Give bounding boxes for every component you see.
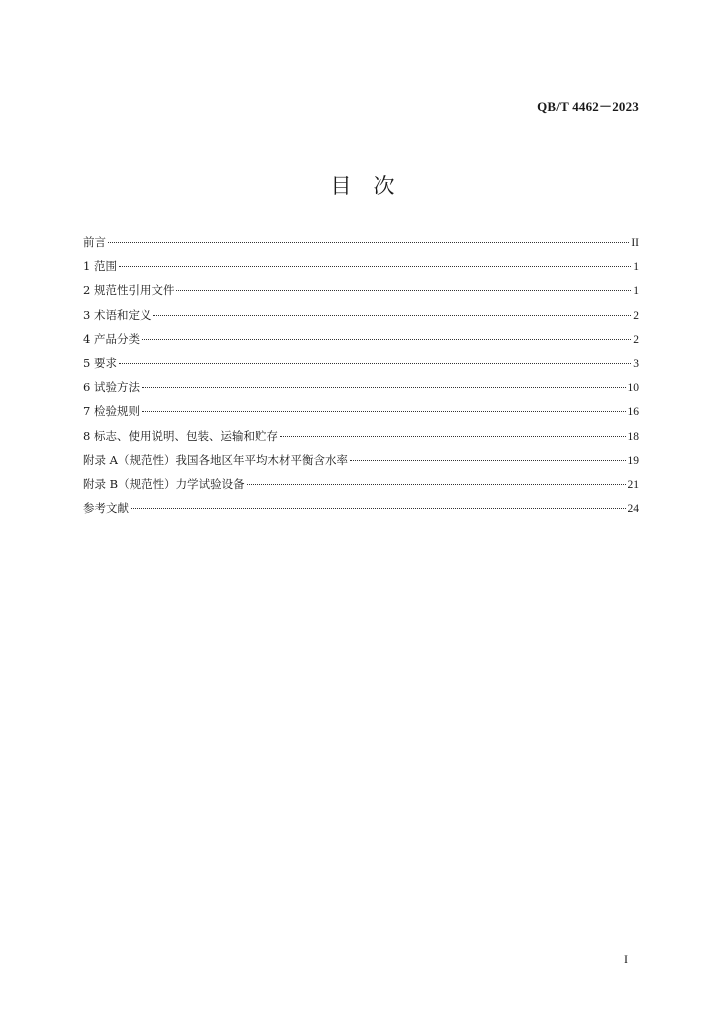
toc-entry-page: 3 <box>633 357 639 370</box>
toc-entry-page: 1 <box>633 261 639 274</box>
toc-entry-scope[interactable] <box>83 254 639 278</box>
dot-leader <box>142 339 631 340</box>
toc-entry-marking-packaging[interactable] <box>83 424 639 448</box>
toc-entry-label: 5 要求 <box>83 355 117 370</box>
dot-leader <box>142 387 626 388</box>
toc-entry-terms-definitions[interactable] <box>83 303 639 327</box>
toc-entry-label: 6 试验方法 <box>83 380 140 395</box>
toc-entry-label: 2 规范性引用文件 <box>83 283 175 298</box>
dot-leader <box>119 266 631 267</box>
toc-entry-page: 19 <box>627 454 639 467</box>
standard-code: QB/T 4462－2023 <box>537 99 639 114</box>
toc-entry-page: 10 <box>627 382 639 395</box>
toc-entry-page: II <box>631 237 639 249</box>
page-title: 目次 <box>330 174 417 198</box>
toc-entry-label: 4 产品分类 <box>83 331 140 346</box>
toc-entry-page: 2 <box>633 333 639 346</box>
dot-leader <box>142 411 626 412</box>
toc-entry-page: 1 <box>633 285 639 298</box>
toc-entry-label: 7 检验规则 <box>83 404 140 419</box>
dot-leader <box>350 460 626 461</box>
dot-leader <box>108 242 629 243</box>
toc-entry-page: 24 <box>627 503 639 516</box>
toc-entry-label: 1 范围 <box>83 259 117 274</box>
toc-entry-page: 21 <box>627 478 639 491</box>
toc-entry-label: 前言 <box>83 235 106 249</box>
toc-entry-test-methods[interactable] <box>83 375 639 399</box>
toc-entry-page: 18 <box>627 430 639 443</box>
toc-entry-page: 16 <box>627 406 639 419</box>
toc-entry-inspection-rules[interactable] <box>83 399 639 423</box>
toc-entry-classification[interactable] <box>83 327 639 351</box>
toc-entry-annex-b[interactable] <box>83 472 639 496</box>
toc-entry-requirements[interactable] <box>83 351 639 375</box>
toc-entry-label: 附录 B（规范性）力学试验设备 <box>83 476 245 491</box>
toc-entry-label: 3 术语和定义 <box>83 307 152 322</box>
toc-entry-annex-a[interactable] <box>83 448 639 472</box>
toc-entry-page: 2 <box>633 309 639 322</box>
dot-leader <box>131 508 626 509</box>
dot-leader <box>176 290 631 291</box>
toc-entry-normative-references[interactable] <box>83 278 639 302</box>
toc-entry-label: 附录 A（规范性）我国各地区年平均木材平衡含水率 <box>83 452 348 467</box>
toc-entry-foreword[interactable] <box>83 230 639 254</box>
toc-entry-bibliography[interactable] <box>83 496 639 520</box>
toc-entry-label: 8 标志、使用说明、包装、运输和贮存 <box>83 428 278 443</box>
page-number: I <box>624 952 628 966</box>
toc-entry-label: 参考文献 <box>83 501 129 516</box>
dot-leader <box>153 315 631 316</box>
table-of-contents <box>83 230 639 520</box>
dot-leader <box>280 436 626 437</box>
dot-leader <box>119 363 631 364</box>
dot-leader <box>247 484 626 485</box>
